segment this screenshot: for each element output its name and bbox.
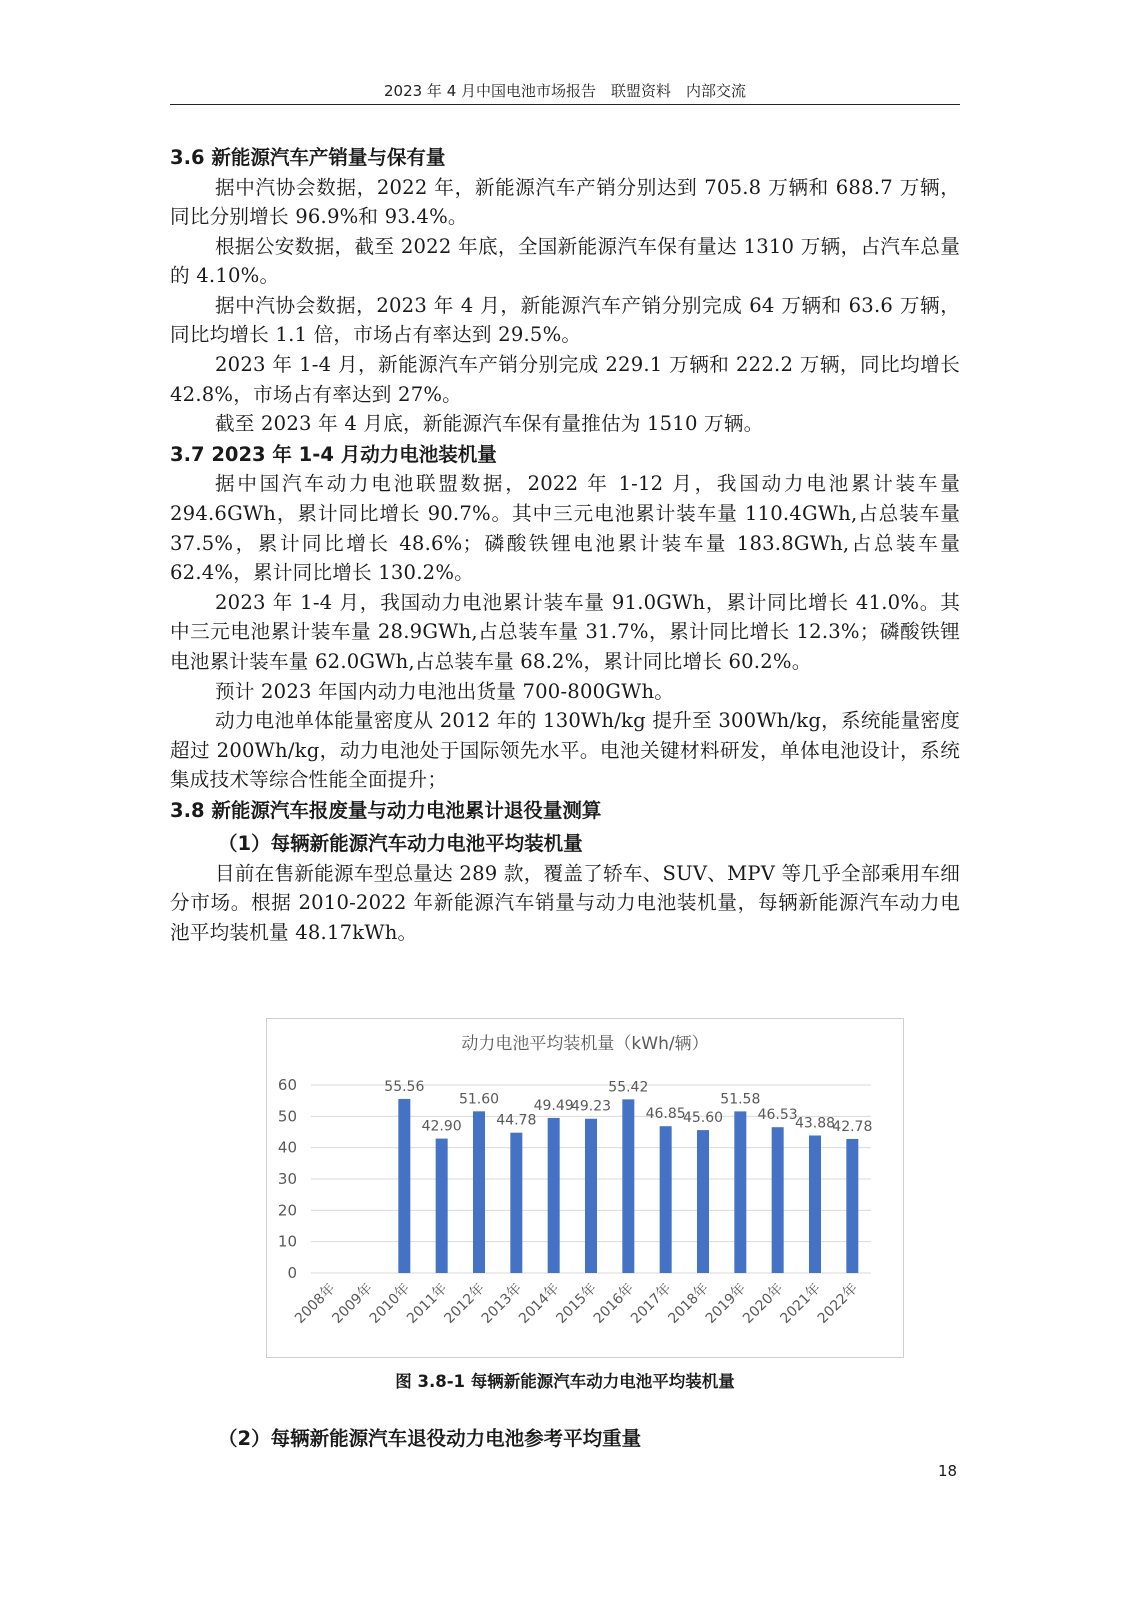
data-label: 44.78 [496, 1112, 537, 1129]
bar [473, 1111, 485, 1273]
x-tick-label: 2012年 [441, 1280, 488, 1327]
chart-frame [266, 1018, 904, 1358]
y-tick-label: 10 [277, 1232, 297, 1251]
header-rule [170, 104, 960, 105]
x-tick-label: 2017年 [628, 1280, 675, 1327]
x-tick-label: 2009年 [329, 1280, 376, 1327]
bar [734, 1111, 746, 1273]
x-tick-label: 2021年 [777, 1280, 824, 1327]
bar [585, 1119, 597, 1273]
data-label: 55.42 [608, 1079, 649, 1096]
y-tick-label: 50 [277, 1107, 297, 1126]
data-label: 55.56 [384, 1078, 425, 1095]
page-content [170, 142, 960, 948]
paragraph: 根据公安数据，截至 2022 年底，全国新能源汽车保有量达 1310 万辆，占汽车总量的 4.10%。 [170, 234, 960, 288]
paragraph: 目前在售新能源车型总量达 289 款，覆盖了轿车、SUV、MPV 等几乎全部乘用车细分市场。根据 2010-2022 年新能源汽车销量与动力电池装机量，每辆新能源汽车动力电池平均装机量 48.17kWh。 [170, 861, 960, 945]
paragraph: 据中国汽车动力电池联盟数据，2022 年 1-12 月，我国动力电池累计装车量 294.6GWh，累计同比增长 90.7%。其中三元电池累计装车量 110.4GWh,占总装车量 37.5%，累计同比增长 48.6%；磷酸铁锂电池累计装车量 183.8GWh,占总装车量 62.4%，累计同比增长 130.2%。 [170, 472, 960, 585]
subsection-1-title: （1）每辆新能源汽车动力电池平均装机量 [218, 832, 583, 856]
x-tick-label: 2013年 [478, 1280, 526, 1327]
x-tick-label: 2018年 [665, 1280, 712, 1327]
x-tick-label: 2020年 [740, 1280, 787, 1327]
y-tick-label: 40 [277, 1138, 297, 1157]
paragraph: 据中汽协会数据，2023 年 4 月，新能源汽车产销分别完成 64 万辆和 63.6 万辆，同比均增长 1.1 倍，市场占有率达到 29.5%。 [170, 293, 960, 347]
data-label: 51.58 [720, 1091, 761, 1108]
paragraph: 2023 年 1-4 月，新能源汽车产销分别完成 229.1 万辆和 222.2 万辆，同比均增长 42.8%，市场占有率达到 27%。 [170, 353, 960, 406]
bar [436, 1139, 448, 1273]
data-label: 46.85 [645, 1106, 686, 1123]
subsection-2-title: （2）每辆新能源汽车退役动力电池参考平均重量 [218, 1427, 642, 1450]
bar [846, 1139, 858, 1273]
x-tick-label: 2011年 [404, 1280, 451, 1327]
paragraph: 动力电池单体能量密度从 2012 年的 130Wh/kg 提升至 300Wh/kg，系统能量密度超过 200Wh/kg，动力电池处于国际领先水平。电池关键材料研发，单体电池设计，系统集成技术等综合性能全面提升； [170, 709, 960, 792]
paragraph: 2023 年 1-4 月，我国动力电池累计装车量 91.0GWh，累计同比增长 41.0%。其中三元电池累计装车量 28.9GWh,占总装车量 31.7%，累计同比增长 12.3%；磷酸铁锂电池累计装车量 62.0GWh,占总装车量 68.2%，累计同比增长 60.2%。 [170, 590, 960, 673]
y-tick-label: 30 [277, 1170, 297, 1188]
x-tick-label: 2016年 [590, 1280, 638, 1327]
data-label: 49.49 [533, 1097, 574, 1114]
bar [697, 1130, 709, 1273]
figure-caption: 图 3.8-1 每辆新能源汽车动力电池平均装机量 [395, 1372, 735, 1391]
bar-chart [267, 1019, 903, 1357]
paragraph: 截至 2023 年 4 月底，新能源汽车保有量推估为 1510 万辆。 [215, 412, 764, 436]
bar [772, 1127, 784, 1273]
bar [510, 1133, 522, 1273]
x-tick-label: 2019年 [702, 1280, 750, 1327]
bar [622, 1099, 634, 1273]
section-3-7-title: 3.7 2023 年 1-4 月动力电池装机量 [170, 442, 497, 466]
data-label: 46.53 [757, 1107, 798, 1124]
x-tick-label: 2022年 [814, 1280, 862, 1327]
y-tick-label: 20 [277, 1201, 297, 1220]
section-3-8-title: 3.8 新能源汽车报废量与动力电池累计退役量测算 [170, 798, 602, 822]
bar [809, 1136, 821, 1273]
x-tick-label: 2014年 [516, 1280, 563, 1327]
paragraph: 据中汽协会数据，2022 年，新能源汽车产销分别达到 705.8 万辆和 688.7 万辆，同比分别增长 96.9%和 93.4%。 [170, 175, 960, 229]
bar [548, 1118, 560, 1273]
data-label: 49.23 [570, 1098, 612, 1115]
x-tick-label: 2008年 [292, 1280, 339, 1327]
page-header: 2023 年 4 月中国电池市场报告 联盟资料 内部交流 [383, 82, 747, 100]
data-label: 45.60 [682, 1110, 724, 1127]
bar [398, 1099, 410, 1273]
paragraph: 预计 2023 年国内动力电池出货量 700-800GWh。 [215, 679, 675, 703]
data-label: 43.88 [794, 1115, 836, 1132]
page-number: 18 [938, 1462, 958, 1480]
y-tick-label: 60 [277, 1076, 297, 1094]
section-3-6-title: 3.6 新能源汽车产销量与保有量 [170, 146, 446, 169]
x-tick-label: 2010年 [366, 1280, 414, 1327]
x-tick-label: 2015年 [553, 1280, 600, 1327]
y-tick-label: 0 [287, 1264, 297, 1282]
data-label: 42.78 [832, 1118, 873, 1135]
chart-title: 动力电池平均装机量（kWh/辆） [461, 1034, 709, 1054]
data-label: 51.60 [458, 1091, 500, 1108]
bar [660, 1126, 672, 1273]
data-label: 42.90 [421, 1118, 462, 1135]
